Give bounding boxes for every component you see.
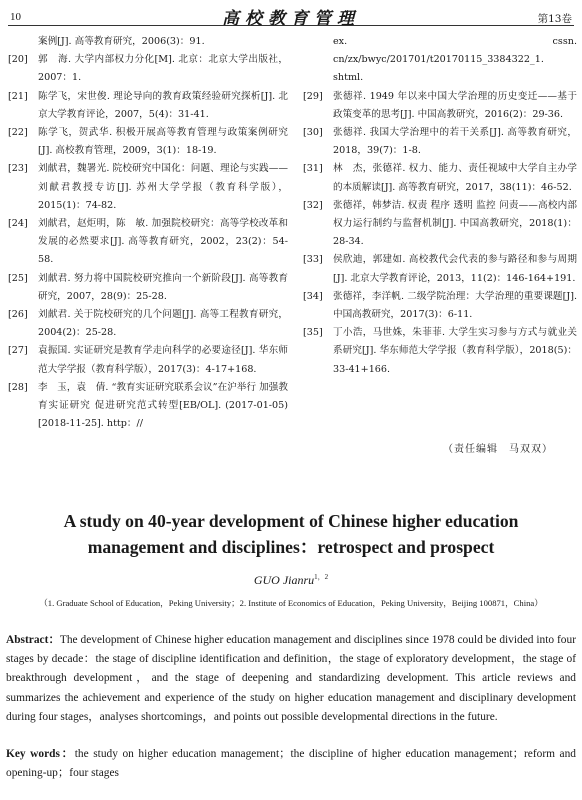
reference-text: 张德祥，李洋帆. 二级学院治理：大学治理的重要课题[J]. 中国高教研究，2017(3)：6-11. bbox=[333, 290, 577, 321]
article-title: A study on 40-year development of Chinese higher education management and disciplines：retrospect and prospect bbox=[63, 511, 519, 557]
reference-number: [21] bbox=[8, 90, 28, 102]
reference-text: 刘献君，魏署光. 院校研究中国化：问题、理论与实践——刘献君教授专访[J]. 苏州大学学报（教育科学版），2015(1)：74-82. bbox=[38, 163, 288, 211]
reference-text: 李 玉，袁 倩. “教育实证研究联系会议”在沪举行 加强教育实证研究 促进研究范式转型[EB/OL]. (2017-01-05)[2018-11-25]. http：// bbox=[38, 381, 288, 430]
author-affiliation-marks: 1，2 bbox=[314, 573, 329, 581]
reference-item bbox=[8, 306, 288, 342]
reference-item bbox=[8, 160, 288, 215]
reference-text: 林 杰，张德祥. 权力、能力、责任视域中大学自主办学的本质解读[J]. 高等教育研究，2017，38(11)：46-52. bbox=[333, 163, 577, 193]
abstract-text: The development of Chinese higher education management and disciplines since 1978 could be divided into four stages by decade：the stage of discipline identification and definition，the stage of exploratory development，the stage of breakthrough development，and the stage of deepening and standardizing development. This article reviews and summarizes the achievement and experience of the study on higher education management and disciplinary development during four stages，analyses shortcomings，and points out possible developmental directions in the future. bbox=[6, 634, 576, 723]
reference-number: [24] bbox=[8, 218, 28, 230]
reference-text: 张德祥. 1949 年以来中国大学治理的历史变迁——基于政策变革的思考[J]. 中国高教研究，2016(2)：29-36. bbox=[333, 90, 577, 120]
reference-text: ex. cssn. cn/zx/bwyc/201701/t20170115_3384322_1. shtml. bbox=[333, 36, 577, 84]
reference-item bbox=[8, 51, 288, 87]
reference-item bbox=[303, 197, 577, 252]
reference-item bbox=[8, 124, 288, 160]
reference-text: 侯欣迪，郭建如. 高校教代会代表的参与路径和参与周期[J]. 北京大学教育评论，2013，11(2)：146-164+191. bbox=[333, 254, 577, 284]
reference-text: 陈学飞，贺武华. 积极开展高等教育管理与政策案例研究[J]. 高校教育管理，2009，3(1)：18-19. bbox=[38, 127, 288, 157]
author-name: GUO Jianru bbox=[253, 573, 315, 587]
abstract bbox=[6, 631, 576, 727]
reference-text: 郭 海. 大学内部权力分化[M]. 北京：北京大学出版社，2007：1. bbox=[38, 54, 288, 84]
reference-number: [30] bbox=[303, 127, 323, 139]
references-right-column bbox=[303, 33, 577, 379]
page-header bbox=[8, 4, 574, 29]
reference-item bbox=[8, 88, 288, 124]
reference-text: 刘献君，赵炬明，陈 敏. 加强院校研究：高等学校改革和发展的必然要求[J]. 高等教育研究，2002，23(2)：54-58. bbox=[38, 218, 288, 266]
reference-text: 袁振国. 实证研究是教育学走向科学的必要途径[J]. 华东师范大学学报（教育科学版），2017(3)：4-17+168. bbox=[38, 345, 288, 375]
reference-item bbox=[8, 215, 288, 270]
reference-number: [25] bbox=[8, 272, 28, 284]
reference-text: 刘献君. 努力将中国院校研究推向一个新阶段[J]. 高等教育研究，2007，28(9)：25-28. bbox=[38, 272, 288, 302]
reference-number: [31] bbox=[303, 163, 323, 175]
responsible-editor: （责任编辑 马双双） bbox=[443, 444, 553, 455]
reference-number: [28] bbox=[8, 381, 28, 393]
reference-text: 张德祥. 我国大学治理中的若干关系[J]. 高等教育研究，2018，39(7)：1-8. bbox=[333, 127, 577, 157]
page-number: 10 bbox=[10, 11, 21, 23]
reference-text: 陈学飞，宋世俊. 理论导向的教育政策经验研究探析[J]. 北京大学教育评论，2007，5(4)：31-41. bbox=[38, 90, 288, 120]
volume-label: 第13卷 bbox=[537, 13, 572, 25]
header-divider bbox=[8, 25, 574, 26]
reference-number: [34] bbox=[303, 290, 323, 302]
journal-title: 高校教育管理 bbox=[222, 9, 360, 29]
reference-item bbox=[303, 33, 577, 88]
reference-number: [27] bbox=[8, 345, 28, 357]
reference-item bbox=[303, 160, 577, 196]
keywords-text: the study on higher education management；the discipline of higher education management；reform and opening-up；four stages bbox=[6, 748, 576, 780]
reference-item bbox=[303, 324, 577, 379]
reference-text: 刘献君. 关于院校研究的几个问题[J]. 高等工程教育研究，2004(2)：25-28. bbox=[38, 309, 288, 339]
reference-item bbox=[303, 251, 577, 287]
reference-text: 案例[J]. 高等教育研究，2006(3)：91. bbox=[38, 36, 205, 47]
reference-number: [32] bbox=[303, 199, 323, 211]
reference-number: [35] bbox=[303, 327, 323, 339]
reference-number: [20] bbox=[8, 54, 28, 66]
reference-number: [33] bbox=[303, 254, 323, 266]
reference-text: 丁小浩，马世姝，朱菲菲. 大学生实习参与方式与就业关系研究[J]. 华东师范大学学报（教育科学版），2018(5)：33-41+166. bbox=[333, 327, 577, 375]
reference-number: [29] bbox=[303, 90, 323, 102]
references-left-column bbox=[8, 33, 288, 433]
reference-item bbox=[8, 270, 288, 306]
reference-number: [26] bbox=[8, 309, 28, 321]
keywords-label: Key words： bbox=[6, 748, 75, 760]
reference-item bbox=[303, 88, 577, 124]
reference-item bbox=[303, 288, 577, 324]
reference-item bbox=[8, 379, 288, 434]
reference-item bbox=[8, 342, 288, 378]
reference-number: [23] bbox=[8, 163, 28, 175]
author-line bbox=[0, 572, 582, 588]
keywords bbox=[6, 745, 576, 783]
author-affiliation: （1. Graduate School of Education，Peking University；2. Institute of Economics of Education，Peking University，Beijing 100871，China） bbox=[39, 598, 543, 608]
abstract-label: Abstract： bbox=[6, 634, 60, 646]
reference-number: [22] bbox=[8, 127, 28, 139]
reference-text: 张德祥，韩梦洁. 权责 程序 透明 监控 问责——高校内部权力运行制约与监督机制[J]. 中国高教研究，2018(1)：28-34. bbox=[333, 199, 577, 248]
reference-item bbox=[303, 124, 577, 160]
reference-item bbox=[8, 33, 288, 51]
